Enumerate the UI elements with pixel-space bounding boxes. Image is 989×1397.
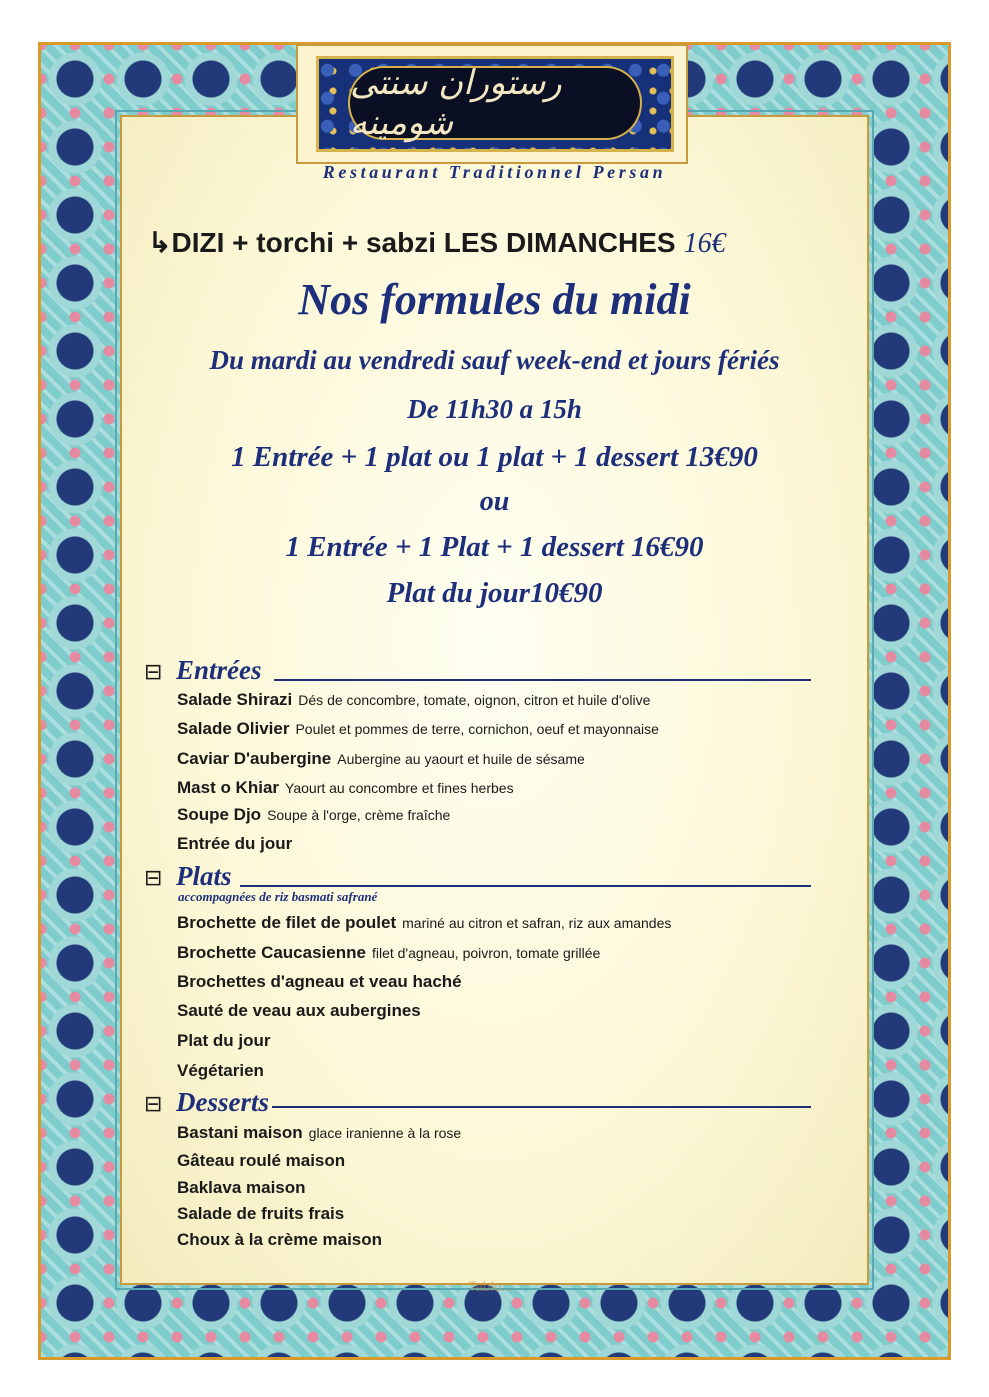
entrees-title: Entrées — [176, 655, 262, 685]
menu-item: Bastani maison glace iranienne à la rose — [177, 1123, 462, 1142]
menu-item: Végétarien — [177, 1061, 264, 1080]
sunday-promo-text: DIZI + torchi + sabzi LES DIMANCHES — [171, 227, 676, 258]
entrees-heading — [144, 655, 262, 686]
restaurant-subtitle: Restaurant Traditionnel Persan — [322, 162, 667, 182]
desserts-heading — [144, 1087, 269, 1118]
plat-du-jour-price: Plat du jour10€90 — [386, 577, 603, 609]
plats-title: Plats — [176, 861, 232, 891]
menu-item: Plat du jour — [177, 1031, 271, 1050]
menu-item: Soupe Djo Soupe à l'orge, crème fraîche — [177, 805, 451, 824]
logo-cartouche — [348, 63, 642, 143]
plats-note: accompagnées de riz basmati safrané — [178, 889, 378, 904]
desserts-rule — [272, 1106, 811, 1108]
menu-item: Entrée du jour — [177, 834, 293, 853]
sunday-promo — [148, 226, 726, 260]
plate-icon: ⊟ — [144, 866, 163, 891]
menu-item: Mast o Khiar Yaourt au concombre et fines herbes — [177, 778, 514, 797]
plate-icon: ⊟ — [144, 660, 163, 685]
menu-item: Gâteau roulé maison — [177, 1151, 346, 1170]
entrees-rule — [274, 679, 811, 681]
menu-item: Salade Shirazi Dés de concombre, tomate, oignon, citron et huile d'olive — [177, 690, 651, 709]
menu-item: Sauté de veau aux aubergines — [177, 1001, 421, 1020]
formules-hours: De 11h30 a 15h — [407, 394, 582, 424]
plate-icon: ⊟ — [144, 1092, 163, 1117]
menu-item: Baklava maison — [177, 1178, 306, 1197]
sunday-promo-price: 16€ — [683, 228, 726, 259]
menu-item: Salade Olivier Poulet et pommes de terre, cornichon, oeuf et mayonnaise — [177, 719, 659, 738]
menu-item: Caviar D'aubergine Aubergine au yaourt et huile de sésame — [177, 749, 585, 768]
watermark: Tablo... — [468, 1278, 514, 1294]
logo-text: رستوران سنتی شومینه — [350, 63, 562, 143]
plats-rule — [240, 885, 811, 887]
sunday-promo-icon: ↳ — [148, 227, 172, 258]
plats-heading — [144, 861, 232, 892]
formule-or: ou — [479, 486, 510, 517]
formules-title: Nos formules du midi — [298, 275, 691, 324]
formules-days: Du mardi au vendredi sauf week-end et jours fériés — [209, 345, 780, 375]
desserts-title: Desserts — [176, 1087, 269, 1117]
menu-item: Brochettes d'agneau et veau haché — [177, 972, 462, 991]
menu-item: Choux à la crème maison — [177, 1230, 383, 1249]
formule-option-1: 1 Entrée + 1 plat ou 1 plat + 1 dessert 13€90 — [231, 441, 758, 473]
formule-option-2: 1 Entrée + 1 Plat + 1 dessert 16€90 — [285, 531, 704, 563]
menu-item: Brochette de filet de poulet mariné au citron et safran, riz aux amandes — [177, 913, 672, 932]
menu-item: Brochette Caucasienne filet d'agneau, poivron, tomate grillée — [177, 943, 601, 962]
menu-item: Salade de fruits frais — [177, 1204, 345, 1223]
